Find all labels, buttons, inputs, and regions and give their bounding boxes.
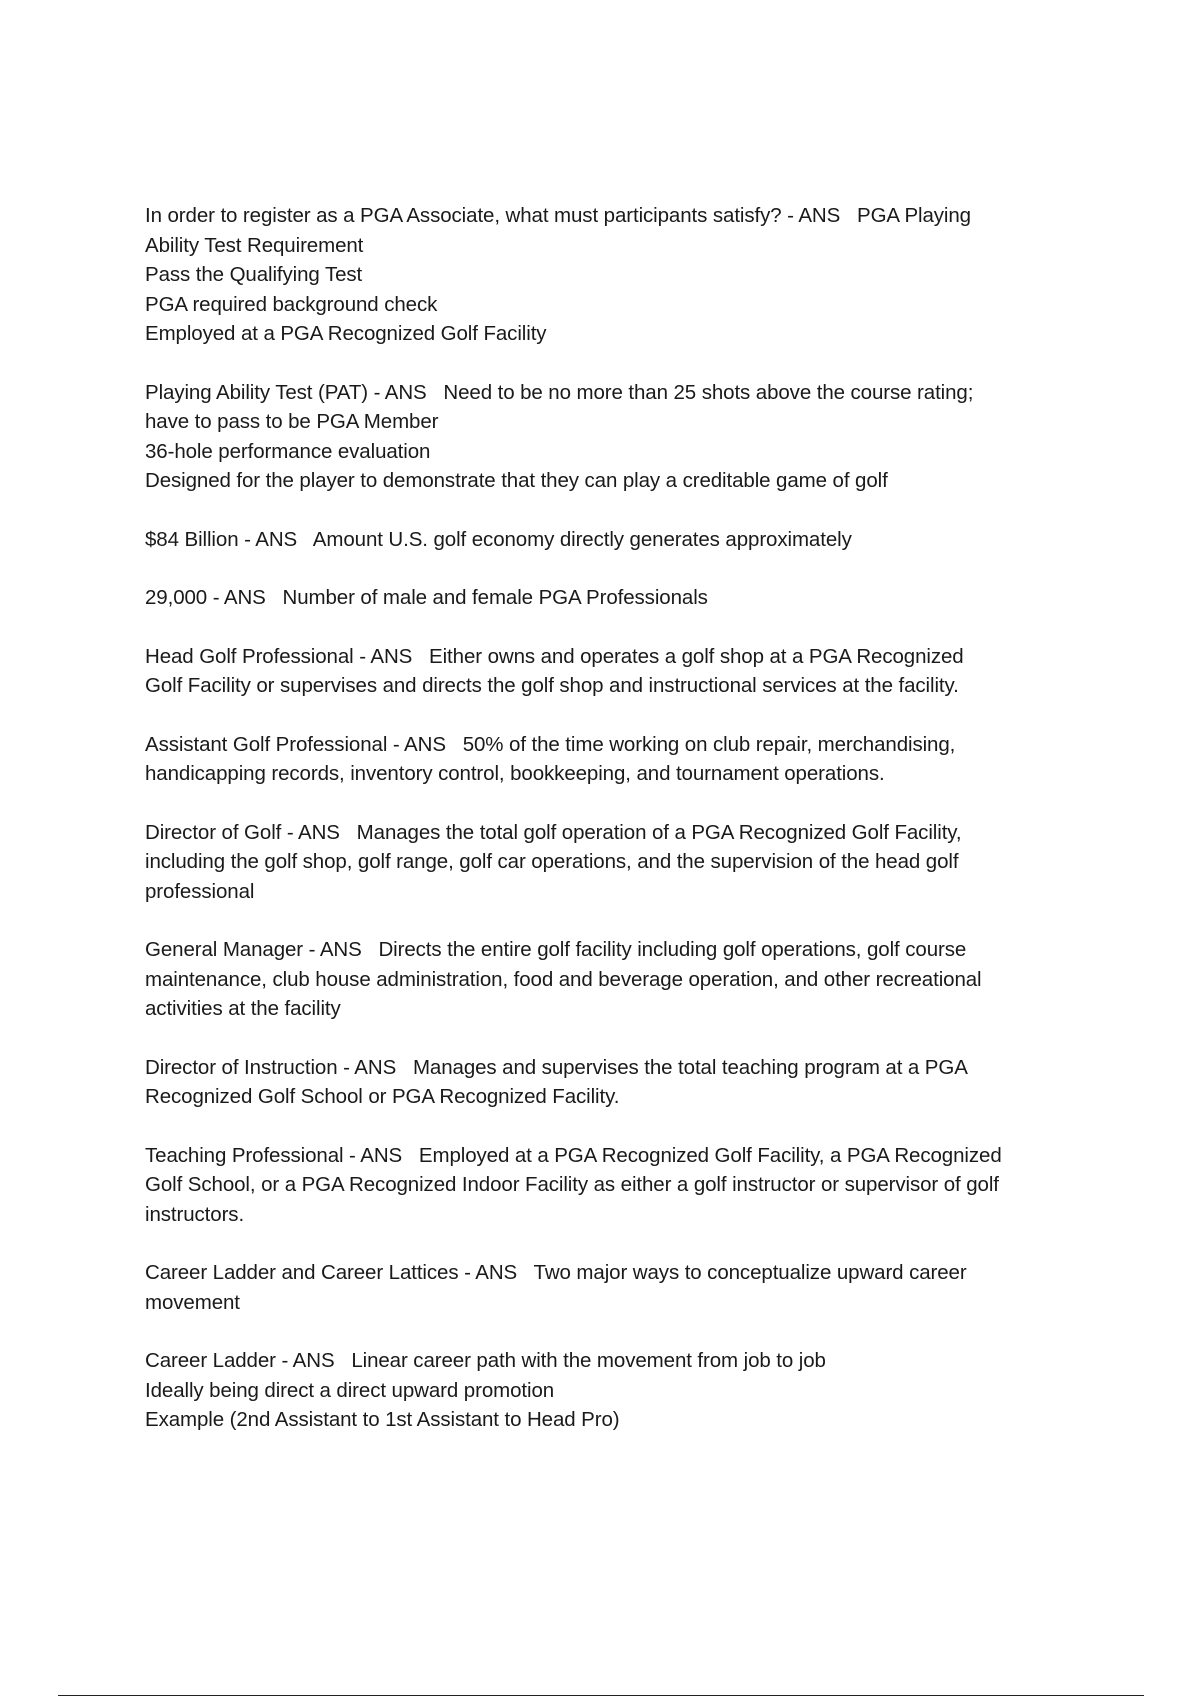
entry-line: Golf School, or a PGA Recognized Indoor Facility as either a golf instructor or supervisor of golf [145,1173,999,1196]
entry-line: Employed at a PGA Recognized Golf Facility [145,322,547,345]
entry-line: Career Ladder - ANS Linear career path with the movement from job to job [145,1349,826,1372]
qa-entry-29000 [145,583,1090,613]
entry-line: Example (2nd Assistant to 1st Assistant to Head Pro) [145,1408,620,1431]
qa-entry-assistant-golf-professional [145,730,1090,789]
qa-entry-career-ladder-and-lattices [145,1258,1090,1317]
entry-line: 36-hole performance evaluation [145,439,431,463]
entry-line: instructors. [145,1202,245,1226]
entry-line: Teaching Professional - ANS Employed at a PGA Recognized Golf Facility, a PGA Recognized [145,1143,1002,1167]
qa-entry-playing-ability-test [145,378,1090,496]
entry-line: General Manager - ANS Directs the entire golf facility including golf operations, golf course [145,938,967,961]
qa-entry-head-golf-professional [145,642,1090,701]
entry-line: handicapping records, inventory control, bookkeeping, and tournament operations. [145,762,885,785]
entry-line: have to pass to be PGA Member [145,410,439,433]
entry-line: Designed for the player to demonstrate that they can play a creditable game of golf [145,469,888,492]
entry-line: Ability Test Requirement [145,233,364,257]
entry-line: Head Golf Professional - ANS Either owns and operates a golf shop at a PGA Recognized [145,644,964,668]
qa-entry-career-ladder [145,1346,1090,1435]
qa-entry-84-billion [145,525,1090,555]
qa-entry-pga-associate [145,201,1090,349]
entry-line: maintenance, club house administration, food and beverage operation, and other recreational [145,967,982,991]
entry-line: Recognized Golf School or PGA Recognized Facility. [145,1085,620,1108]
qa-entry-teaching-professional [145,1141,1090,1230]
entry-line: $84 Billion - ANS Amount U.S. golf economy directly generates approximately [145,527,852,551]
qa-entry-director-of-instruction [145,1053,1090,1112]
entry-line: Pass the Qualifying Test [145,263,363,286]
entry-line: Director of Golf - ANS Manages the total golf operation of a PGA Recognized Golf Facility, [145,820,962,844]
entry-line: Director of Instruction - ANS Manages and supervises the total teaching program at a PGA [145,1055,968,1079]
entry-line: Ideally being direct a direct upward promotion [145,1378,555,1402]
entry-line: activities at the facility [145,997,341,1020]
entry-line: Playing Ability Test (PAT) - ANS Need to be no more than 25 shots above the course rating; [145,380,974,404]
entry-line: Career Ladder and Career Lattices - ANS Two major ways to conceptualize upward career [145,1261,967,1284]
entry-line: Assistant Golf Professional - ANS 50% of the time working on club repair, merchandising, [145,732,956,756]
entry-line: 29,000 - ANS Number of male and female PGA Professionals [145,586,708,609]
qa-entry-director-of-golf [145,818,1090,907]
entry-line: PGA required background check [145,292,438,316]
page-bottom-rule [58,1695,1144,1696]
document-body [145,201,1090,1464]
entry-line: In order to register as a PGA Associate, what must participants satisfy? - ANS PGA Playing [145,204,971,227]
qa-entry-general-manager [145,935,1090,1024]
entry-line: professional [145,879,255,903]
entry-line: including the golf shop, golf range, golf car operations, and the supervision of the head golf [145,850,959,873]
entry-line: Golf Facility or supervises and directs the golf shop and instructional services at the facility. [145,674,959,697]
entry-line: movement [145,1290,240,1314]
